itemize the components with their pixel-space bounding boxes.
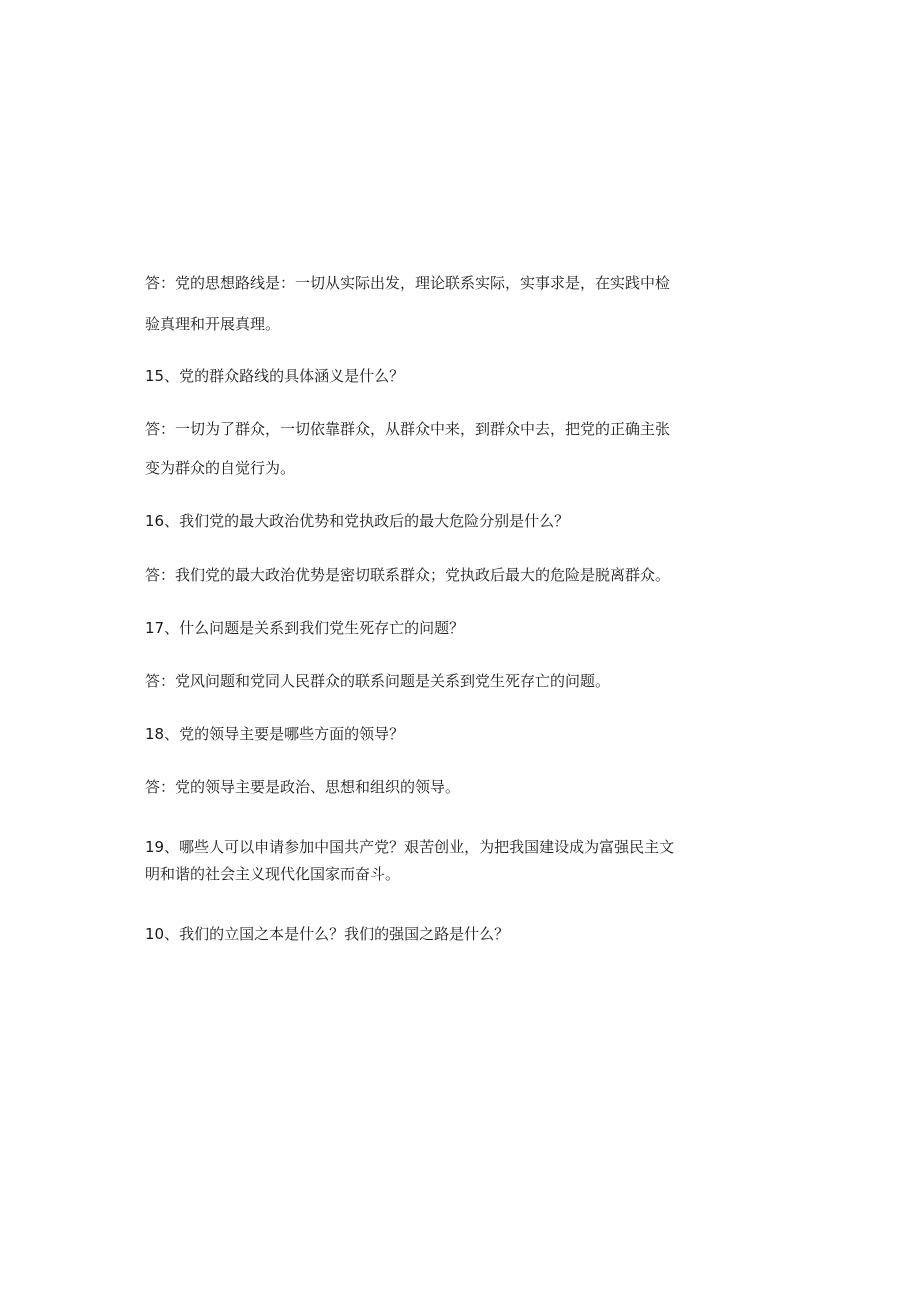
answer-17: 答：党风问题和党同人民群众的联系问题是关系到党生死存亡的问题。 — [145, 672, 611, 690]
question-19-line-2: 明和谐的社会主义现代化国家而奋斗。 — [145, 865, 401, 883]
question-18: 18、党的领导主要是哪些方面的领导？ — [145, 725, 405, 743]
question-10: 10、我们的立国之本是什么？我们的强国之路是什么？ — [145, 925, 510, 943]
question-19-line-1: 19、哪些人可以申请参加中国共产党？艰苦创业，为把我国建设成为富强民主文 — [145, 838, 675, 856]
answer-15-line-1: 答：一切为了群众，一切依靠群众，从群众中来，到群众中去，把党的正确主张 — [145, 420, 671, 438]
answer-16: 答：我们党的最大政治优势是密切联系群众；党执政后最大的危险是脱离群众。 — [145, 566, 671, 584]
answer-14-line-1: 答：党的思想路线是：一切从实际出发，理论联系实际，实事求是，在实践中检 — [145, 274, 671, 292]
question-17: 17、什么问题是关系到我们党生死存亡的问题？ — [145, 619, 465, 637]
question-16: 16、我们党的最大政治优势和党执政后的最大危险分别是什么？ — [145, 512, 570, 530]
answer-18: 答：党的领导主要是政治、思想和组织的领导。 — [145, 778, 461, 796]
answer-15-line-2: 变为群众的自觉行为。 — [145, 459, 296, 477]
question-15: 15、党的群众路线的具体涵义是什么？ — [145, 367, 405, 385]
answer-14-line-2: 验真理和开展真理。 — [145, 315, 281, 333]
